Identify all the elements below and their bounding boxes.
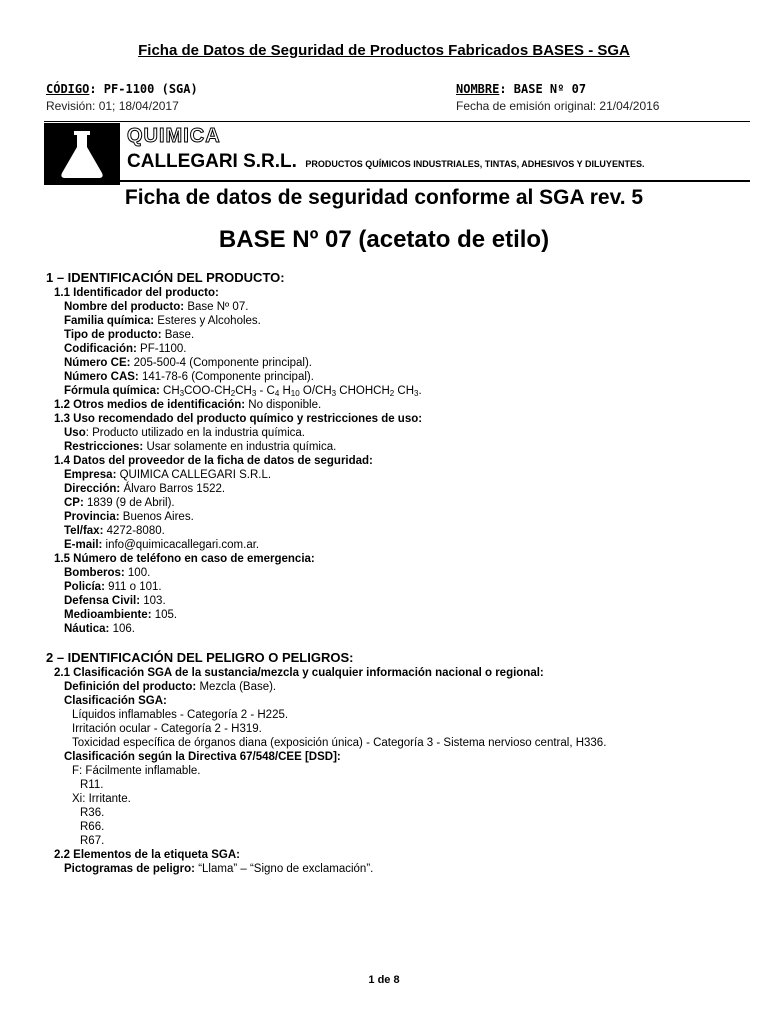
section-1-2-row: 1.2 Otros medios de identificación: No disponible.: [54, 399, 322, 411]
bomberos-row: Bomberos: 100.: [64, 567, 151, 579]
uso-row: Uso: Producto utilizado en la industria química.: [64, 427, 305, 439]
defensa-civil-row: Defensa Civil: 103.: [64, 595, 166, 607]
numero-cas-row: Número CAS: 141-78-6 (Componente principal).: [64, 371, 314, 383]
codigo-label: CÓDIGO: [46, 82, 90, 96]
section-1-1-heading: 1.1 Identificador del producto:: [54, 287, 219, 299]
dsd-xi: Xi: Irritante.: [72, 793, 131, 805]
document-body: [46, 270, 746, 876]
telfax-row: Tel/fax: 4272-8080.: [64, 525, 165, 537]
dsd-r36: R36.: [80, 807, 105, 819]
nombre-label: NOMBRE: [456, 82, 500, 96]
nombre-producto-row: Nombre del producto: Base Nº 07.: [64, 301, 249, 313]
restricciones-row: Restricciones: Usar solamente en industria química.: [64, 441, 337, 453]
section-1-3-heading: 1.3 Uso recomendado del producto químico y restricciones de uso:: [54, 413, 423, 425]
revision-text: Revisión: 01; 18/04/2017: [46, 99, 179, 113]
direccion-row: Dirección: Álvaro Barros 1522.: [64, 483, 226, 495]
logo-company-line: [127, 151, 644, 173]
section-2-2-heading: 2.2 Elementos de la etiqueta SGA:: [54, 849, 240, 861]
sga-title: Ficha de datos de seguridad conforme al SGA rev. 5: [124, 186, 644, 209]
cp-row: CP: 1839 (9 de Abril).: [64, 497, 175, 509]
logo-tagline: PRODUCTOS QUÍMICOS INDUSTRIALES, TINTAS, ADHESIVOS Y DILUYENTES.: [305, 159, 645, 169]
numero-ce-row: Número CE: 205-500-4 (Componente principal).: [64, 357, 312, 369]
logo-divider: [44, 180, 750, 182]
dsd-r66: R66.: [80, 821, 105, 833]
nombre-value: : BASE Nº 07: [499, 82, 587, 96]
section-2-1-heading: 2.1 Clasificación SGA de la sustancia/mezcla y cualquier información nacional o regional:: [54, 667, 544, 679]
logo-company-name: CALLEGARI S.R.L.: [127, 151, 297, 172]
clasificacion-sga-label: Clasificación SGA:: [64, 695, 167, 707]
nautica-row: Náutica: 106.: [64, 623, 135, 635]
page-number: 1 de 8: [368, 974, 400, 986]
codigo-field: [46, 82, 198, 96]
document-title: Ficha de Datos de Seguridad de Productos Fabricados BASES - SGA: [138, 42, 630, 59]
header-divider: [44, 121, 750, 122]
directiva-label: Clasificación según la Directiva 67/548/CEE [DSD]:: [64, 751, 341, 763]
dsd-r11: R11.: [80, 779, 104, 791]
email-row: E-mail: info@quimicacallegari.com.ar.: [64, 539, 260, 551]
section-2-heading: 2 – IDENTIFICACIÓN DEL PELIGRO O PELIGROS:: [46, 650, 354, 665]
codificacion-row: Codificación: PF-1100.: [64, 343, 187, 355]
formula-row: Fórmula química: $CH_3COO-CH_2CH_3 - C_4$ $H_{10}$ $O/CH_3$ $CHOHCH_2$ $CH_3$.: [64, 385, 422, 398]
fecha-emision-text: Fecha de emisión original: 21/04/2016: [456, 99, 660, 113]
tipo-row: Tipo de producto: Base.: [64, 329, 195, 341]
product-title: BASE Nº 07 (acetato de etilo): [218, 226, 550, 253]
dsd-r67: R67.: [80, 835, 105, 847]
section-gap: [46, 636, 746, 650]
empresa-row: Empresa: QUIMICA CALLEGARI S.R.L.: [64, 469, 272, 481]
dsd-f: F: Fácilmente inflamable.: [72, 765, 201, 777]
clasif-item-3: Toxicidad específica de órganos diana (exposición única) - Categoría 3 - Sistema nervioso central, H336.: [72, 737, 607, 749]
logo-quimica-text: QUIMICA: [127, 125, 221, 147]
provincia-row: Provincia: Buenos Aires.: [64, 511, 194, 523]
clasif-item-1: Líquidos inflamables - Categoría 2 - H225.: [72, 709, 289, 721]
section-1-4-heading: 1.4 Datos del proveedor de la ficha de datos de seguridad:: [54, 455, 373, 467]
medioambiente-row: Medioambiente: 105.: [64, 609, 178, 621]
familia-row: Familia química: Esteres y Alcoholes.: [64, 315, 261, 327]
nombre-field: [456, 82, 586, 96]
formula-value: $CH_3COO-CH_2CH_3 - C_4$ $H_{10}$ $O/CH_3$ $CHOHCH_2$ $CH_3$.: [159, 385, 422, 398]
pictogramas-row: Pictogramas de peligro: “Llama” – “Signo de exclamación”.: [64, 863, 374, 875]
definicion-row: Definición del producto: Mezcla (Base).: [64, 681, 277, 693]
policia-row: Policía: 911 o 101.: [64, 581, 162, 593]
codigo-value: : PF-1100 (SGA): [89, 82, 198, 96]
section-1-5-heading: 1.5 Número de teléfono en caso de emergencia:: [54, 553, 315, 565]
clasif-item-2: Irritación ocular - Categoría 2 - H319.: [72, 723, 262, 735]
section-1-heading: 1 – IDENTIFICACIÓN DEL PRODUCTO:: [46, 270, 285, 285]
